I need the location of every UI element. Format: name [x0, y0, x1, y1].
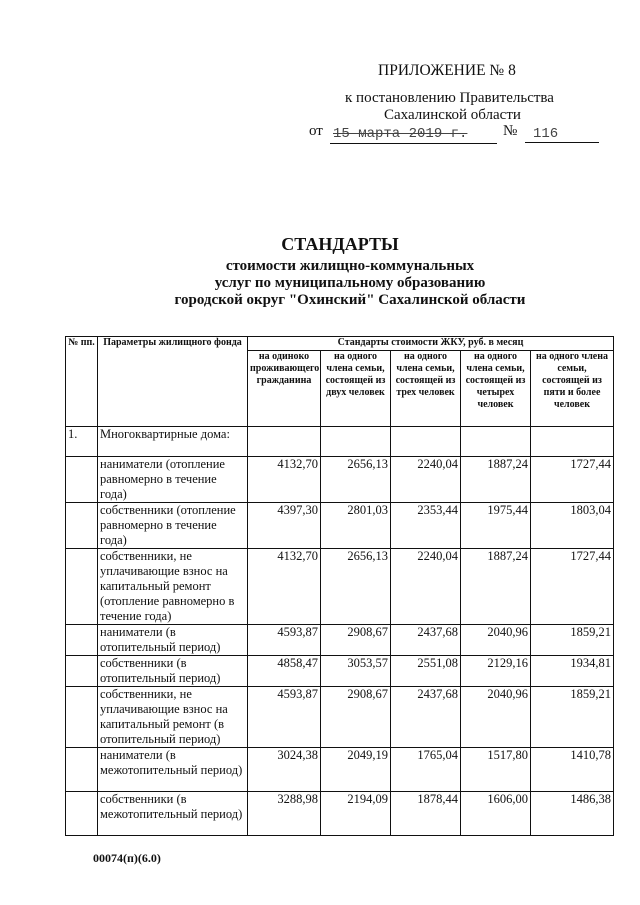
cell-value: 1727,44: [531, 457, 614, 503]
cell-value: 1859,21: [531, 687, 614, 748]
table-row: [66, 748, 614, 792]
subtitle-line-3: городской округ "Охинский" Сахалинской области: [174, 292, 526, 308]
cell-value: 4593,87: [248, 687, 321, 748]
document-code: 00074(п)(6.0): [93, 851, 161, 865]
table-row: [66, 792, 614, 836]
resolution-line-1: к постановлению Правительства: [345, 90, 554, 106]
date-label: от: [309, 123, 323, 139]
header-single: на одиноко проживающего гражданина: [248, 351, 321, 427]
resolution-number: 116: [525, 126, 599, 143]
row-label: собственники, не уплачивающие взнос на капитальный ремонт (в отопительный период): [98, 687, 248, 748]
cell-value: 1765,04: [391, 748, 461, 792]
subtitle-line-1: стоимости жилищно-коммунальных: [225, 258, 475, 274]
header-five-plus: на одного члена семьи, состоящей из пяти и более человек: [531, 351, 614, 427]
standards-table: [65, 336, 614, 836]
cell-value: 1878,44: [391, 792, 461, 836]
cell-value: 2240,04: [391, 457, 461, 503]
cell-value: 2194,09: [321, 792, 391, 836]
cell-value: 4593,87: [248, 625, 321, 656]
cell-value: 1410,78: [531, 748, 614, 792]
header-standards-group: Стандарты стоимости ЖКУ, руб. в месяц: [248, 337, 614, 351]
cell-value: 2656,13: [321, 549, 391, 625]
cell-value: 4858,47: [248, 656, 321, 687]
cell-value: 3053,57: [321, 656, 391, 687]
cell-value: 2353,44: [391, 503, 461, 549]
header-two: на одного члена семьи, состоящей из двух человек: [321, 351, 391, 427]
resolution-date: 15 марта 2019 г.: [330, 126, 497, 144]
section-row: [66, 427, 614, 457]
number-label: №: [503, 123, 518, 139]
cell-value: 1975,44: [461, 503, 531, 549]
appendix-number: ПРИЛОЖЕНИЕ № 8: [378, 62, 516, 79]
header-four: на одного члена семьи, состоящей из четырех человек: [461, 351, 531, 427]
table-row: [66, 457, 614, 503]
cell-value: 1859,21: [531, 625, 614, 656]
header-parameters: Параметры жилищного фонда: [98, 337, 248, 427]
table-row: [66, 549, 614, 625]
header-number: № пп.: [66, 337, 98, 427]
header-three: на одного члена семьи, состоящей из трех человек: [391, 351, 461, 427]
cell-value: 1606,00: [461, 792, 531, 836]
row-label: собственники (отопление равномерно в течение года): [98, 503, 248, 549]
subtitle-line-2: услуг по муниципальному образованию: [214, 275, 486, 291]
cell-value: 2801,03: [321, 503, 391, 549]
cell-value: 1486,38: [531, 792, 614, 836]
cell-value: 2908,67: [321, 625, 391, 656]
cell-value: 2040,96: [461, 687, 531, 748]
cell-value: 1887,24: [461, 549, 531, 625]
table-row: [66, 687, 614, 748]
cell-value: 1517,80: [461, 748, 531, 792]
cell-value: 1934,81: [531, 656, 614, 687]
cell-value: 3024,38: [248, 748, 321, 792]
cell-value: 2551,08: [391, 656, 461, 687]
row-label: собственники (в межотопительный период): [98, 792, 248, 836]
cell-value: 2437,68: [391, 625, 461, 656]
cell-value: 4132,70: [248, 549, 321, 625]
document-title: СТАНДАРТЫ: [281, 234, 399, 254]
table-row: [66, 503, 614, 549]
cell-value: 4132,70: [248, 457, 321, 503]
cell-value: 1727,44: [531, 549, 614, 625]
cell-value: 1887,24: [461, 457, 531, 503]
cell-value: 2049,19: [321, 748, 391, 792]
row-label: собственники (в отопительный период): [98, 656, 248, 687]
row-label: наниматели (отопление равномерно в течение года): [98, 457, 248, 503]
row-label: наниматели (в межотопительный период): [98, 748, 248, 792]
table-row: [66, 656, 614, 687]
cell-value: 4397,30: [248, 503, 321, 549]
cell-value: 2656,13: [321, 457, 391, 503]
row-label: собственники, не уплачивающие взнос на капитальный ремонт (отопление равномерно в течение года): [98, 549, 248, 625]
cell-value: 2908,67: [321, 687, 391, 748]
cell-value: 2129,16: [461, 656, 531, 687]
cell-value: 2437,68: [391, 687, 461, 748]
resolution-line-2: Сахалинской области: [384, 107, 521, 123]
cell-value: 1803,04: [531, 503, 614, 549]
cell-value: 3288,98: [248, 792, 321, 836]
row-label: наниматели (в отопительный период): [98, 625, 248, 656]
section-number: 1.: [66, 427, 98, 457]
cell-value: 2240,04: [391, 549, 461, 625]
table-row: [66, 625, 614, 656]
cell-value: 2040,96: [461, 625, 531, 656]
section-label: Многоквартирные дома:: [98, 427, 248, 457]
